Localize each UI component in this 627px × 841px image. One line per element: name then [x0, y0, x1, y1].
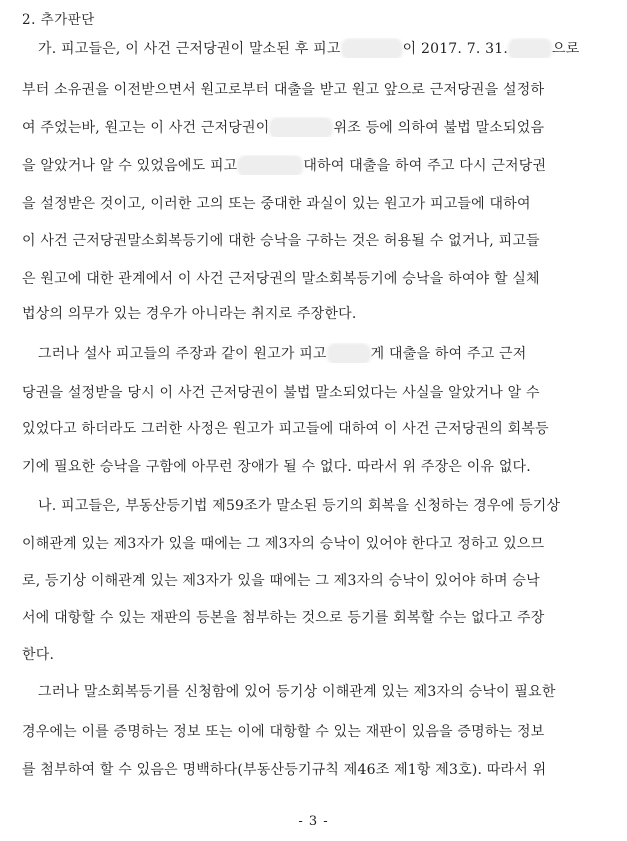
- redaction-mark: [510, 40, 550, 58]
- text-segment: 대하여 대출을 하여 주고 다시 근저당권: [303, 158, 547, 174]
- text-segment: 게 대출을 하여 주고 근저: [370, 346, 527, 362]
- redaction-mark: [271, 119, 331, 137]
- text-line: [22, 644, 612, 664]
- text-line: [38, 495, 612, 515]
- text-line: [22, 721, 612, 741]
- text-segment: 나. 피고들은, 부동산등기법 제59조가 말소된 등기의 회복을 신청하는 경우에 등기상: [38, 498, 561, 514]
- text-line: [22, 418, 612, 438]
- text-segment: 가. 피고들은, 이 사건 근저당권이 말소된 후 피고: [38, 41, 341, 57]
- text-line: [22, 193, 612, 213]
- text-segment: 으로: [552, 41, 580, 57]
- text-line: [22, 759, 612, 779]
- text-segment: 있었다고 하더라도 그러한 사정은 원고가 피고들에 대하여 이 사건 근저당권의 회복등: [22, 421, 549, 437]
- text-line: [22, 607, 612, 627]
- text-segment: 를 첨부하여 할 수 있음은 명백하다(부동산등기규칙 제46조 제1항 제3호). 따라서 위: [22, 762, 547, 778]
- text-segment: 로, 등기상 이해관계 있는 제3자가 있을 때에는 그 제3자의 승낙이 있어야 하며 승낙: [22, 573, 540, 589]
- text-segment: 은 원고에 대한 관계에서 이 사건 근저당권의 말소회복등기에 승낙을 하여야 할 실체: [22, 271, 540, 287]
- text-segment: 을 알았거나 알 수 있었음에도 피고: [22, 158, 238, 174]
- text-segment: 서에 대항할 수 있는 재판의 등본을 첨부하는 것으로 등기를 회복할 수는 없다고 주장: [22, 610, 545, 626]
- redaction-mark: [343, 40, 401, 58]
- text-line: [22, 382, 612, 402]
- text-line: [22, 268, 612, 288]
- text-segment: 법상의 의무가 있는 경우가 아니라는 취지로 주장한다.: [22, 306, 357, 322]
- text-segment: 이 2017. 7. 31.: [402, 41, 508, 57]
- text-line: [38, 38, 612, 58]
- text-line: [22, 79, 612, 99]
- text-segment: 당권을 설정받을 당시 이 사건 근저당권이 불법 말소되었다는 사실을 알았거나 알 수: [22, 385, 540, 401]
- text-segment: 위조 등에 의하여 불법 말소되었음: [333, 120, 545, 136]
- text-segment: 을 설정받은 것이고, 이러한 고의 또는 중대한 과실이 있는 원고가 피고들에 대하여: [22, 196, 531, 212]
- text-segment: 경우에는 이를 증명하는 정보 또는 이에 대항할 수 있는 재판이 있음을 증명하는 정보: [22, 724, 545, 740]
- text-segment: 기에 필요한 승낙을 구함에 아무런 장애가 될 수 없다. 따라서 위 주장은 이유 없다.: [22, 459, 531, 475]
- text-line: [22, 303, 612, 323]
- text-segment: 부터 소유권을 이전받으면서 원고로부터 대출을 받고 원고 앞으로 근저당권을 설정하: [22, 82, 545, 98]
- text-segment: 그러나 말소회복등기를 신청함에 있어 등기상 이해관계 있는 제3자의 승낙이 필요한: [38, 684, 556, 700]
- redaction-mark: [329, 345, 369, 363]
- page-number: - 3 -: [298, 814, 329, 829]
- text-line: [38, 343, 612, 363]
- text-line: [22, 155, 612, 175]
- text-segment: 그러나 설사 피고들의 주장과 같이 원고가 피고: [38, 346, 327, 362]
- section-heading: 2. 추가판단: [22, 12, 95, 28]
- redaction-mark: [239, 157, 301, 175]
- text-segment: 이 사건 근저당권말소회복등기에 대한 승낙을 구하는 것은 허용될 수 없거나, 피고들: [22, 233, 540, 249]
- text-line: [38, 681, 612, 701]
- text-segment: 한다.: [22, 647, 55, 663]
- text-line: [22, 230, 612, 250]
- text-line: [22, 533, 612, 553]
- text-segment: 이해관계 있는 제3자가 있을 때에는 그 제3자의 승낙이 있어야 한다고 정하고 있으므: [22, 536, 545, 552]
- text-line: [22, 570, 612, 590]
- text-line: [22, 456, 612, 476]
- text-line: [22, 117, 612, 137]
- text-segment: 여 주었는바, 원고는 이 사건 근저당권이: [22, 120, 270, 136]
